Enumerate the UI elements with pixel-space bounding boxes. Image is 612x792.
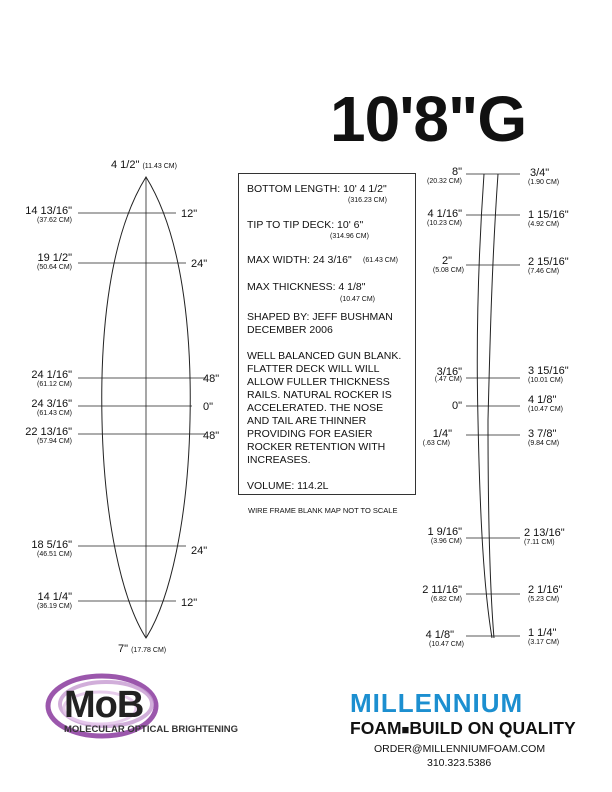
station-width-cm: (37.62 CM) (36, 217, 72, 224)
rocker-right-value: 1 15/16" (528, 209, 569, 221)
rocker-left-value: 8" (451, 166, 462, 178)
rocker-right-cm: (7.11 CM) (524, 539, 555, 546)
spec-shaper: SHAPED BY: JEFF BUSHMAN (247, 311, 393, 323)
spec-description: WELL BALANCED GUN BLANK. FLATTER DECK WILL WILL ALLOW FULLER THICKNESS RAILS. NATURAL ROCKER IS ACCELERATED. THE NOSE AND TAIL ARE THINNER PROVIDING FOR EASIER ROCKER RETENTION WITH INCREASES. (247, 350, 402, 466)
rocker-right-value: 2 1/16" (528, 584, 563, 596)
spec-max-thickness: MAX THICKNESS: 4 1/8" (247, 281, 366, 293)
rocker-left-cm: (10.47 CM) (428, 641, 464, 648)
station-width-cm: (61.43 CM) (36, 410, 72, 417)
spec-max-width: MAX WIDTH: 24 3/16" (247, 254, 352, 266)
spec-bottom-length-cm: (316.23 CM) (348, 197, 387, 204)
rocker-station-lines (466, 174, 520, 636)
m-mark-icon: ■ (401, 722, 410, 737)
rocker-right-cm: (4.92 CM) (528, 221, 560, 228)
nose-width-label: 4 1/2" (11.43 CM) (111, 159, 177, 171)
rocker-left-value: 4 1/16" (427, 208, 462, 220)
rocker-left-value: 3/16" (436, 366, 462, 378)
contact-email: ORDER@MILLENNIUMFOAM.COM (374, 743, 546, 755)
rocker-left-value: 4 1/8" (425, 629, 454, 641)
millennium-slogan: FOAM■BUILD ON QUALITY (350, 718, 576, 738)
rocker-right-value: 3 15/16" (528, 365, 569, 377)
station-distance: 24" (191, 258, 208, 270)
station-width-cm: (61.12 CM) (36, 381, 72, 388)
station-width: 19 1/2" (37, 252, 72, 264)
rocker-right-cm: (9.84 CM) (528, 440, 560, 447)
millennium-logo: MILLENNIUM (350, 688, 524, 718)
station-width: 22 13/16" (25, 426, 72, 438)
spec-bottom-length: BOTTOM LENGTH: 10' 4 1/2" (247, 183, 387, 195)
rocker-right-cm: (5.23 CM) (528, 596, 560, 603)
rocker-left-value: 2" (441, 255, 452, 267)
station-width: 14 1/4" (37, 591, 72, 603)
outline-station-lines (78, 213, 206, 601)
spec-deck-length-cm: (314.96 CM) (330, 233, 369, 240)
page-title: 10'8"G (330, 83, 527, 155)
station-distance: 24" (191, 545, 208, 557)
rocker-left-value: 1 9/16" (427, 526, 462, 538)
station-distance: 48" (203, 373, 220, 385)
rocker-left-value: 1/4" (432, 428, 452, 440)
spec-date: DECEMBER 2006 (247, 324, 333, 336)
rocker-right-value: 3 7/8" (528, 428, 557, 440)
rocker-left-cm: (10.23 CM) (426, 220, 462, 227)
station-distance: 0" (203, 401, 214, 413)
station-width: 24 3/16" (31, 398, 72, 410)
contact-phone: 310.323.5386 (427, 757, 492, 769)
spec-max-width-cm: (61.43 CM) (363, 257, 399, 264)
rocker-right-cm: (3.17 CM) (528, 639, 560, 646)
tail-width-label: 7" (17.78 CM) (118, 643, 167, 655)
station-width: 18 5/16" (31, 539, 72, 551)
rocker-right-cm: (7.46 CM) (528, 268, 560, 275)
rocker-left-value: 2 11/16" (422, 584, 462, 596)
station-width: 24 1/16" (31, 369, 72, 381)
station-distance: 12" (181, 208, 198, 220)
station-width-cm: (36.19 CM) (36, 603, 72, 610)
rocker-left-cm: (6.82 CM) (430, 596, 462, 603)
rocker-right-value: 1 1/4" (528, 627, 557, 639)
station-width-cm: (46.51 CM) (36, 551, 72, 558)
rocker-right-value: 4 1/8" (528, 394, 557, 406)
spec-deck-length: TIP TO TIP DECK: 10' 6" (247, 219, 364, 231)
station-width-cm: (57.94 CM) (36, 438, 72, 445)
spec-volume: VOLUME: 114.2L (247, 480, 329, 492)
rocker-left-cm: (3.96 CM) (430, 538, 462, 545)
rocker-left-cm: (.63 CM) (422, 440, 450, 447)
mob-logo-subtitle: MOLECULAR OPTICAL BRIGHTENING (64, 724, 238, 735)
station-distance: 12" (181, 597, 198, 609)
station-distance: 48" (203, 430, 220, 442)
station-width-cm: (50.64 CM) (36, 264, 72, 271)
rocker-left-cm: (.47 CM) (434, 376, 462, 383)
rocker-right-value: 2 15/16" (528, 256, 569, 268)
mob-logo-text: MoB (64, 684, 144, 726)
rocker-right-value: 2 13/16" (524, 527, 565, 539)
station-width: 14 13/16" (25, 205, 72, 217)
spec-max-thickness-cm: (10.47 CM) (340, 296, 376, 303)
rocker-left-value: 0" (451, 400, 462, 412)
rocker-left-cm: (5.08 CM) (432, 267, 464, 274)
rocker-right-cm: (10.47 CM) (528, 406, 564, 413)
rocker-right-cm: (10.01 CM) (528, 377, 564, 384)
rocker-right-cm: (1.90 CM) (528, 179, 560, 186)
rocker-left-cm: (20.32 CM) (426, 178, 462, 185)
rocker-right-value: 3/4" (530, 167, 550, 179)
not-to-scale-note: WIRE FRAME BLANK MAP NOT TO SCALE (248, 506, 398, 515)
